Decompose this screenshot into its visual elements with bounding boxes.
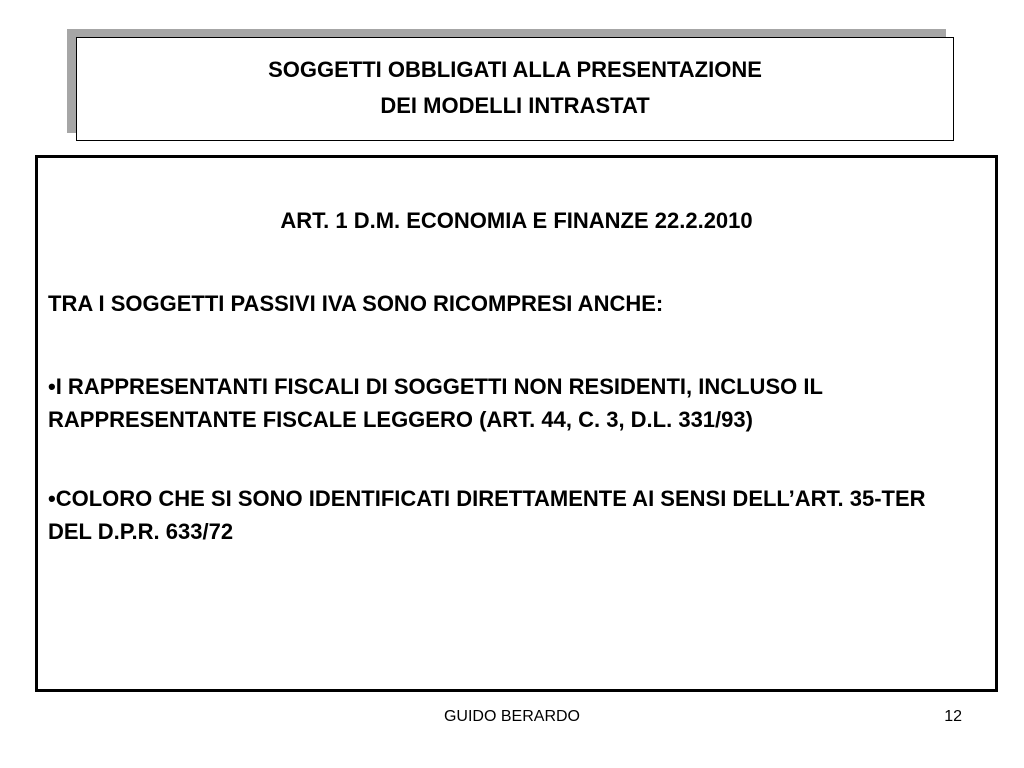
bullet-item: •COLORO CHE SI SONO IDENTIFICATI DIRETTAMENTE AI SENSI DELL’ART. 35-TER DEL D.P.R. 633/72 bbox=[48, 486, 926, 544]
footer-author: GUIDO BERARDO bbox=[443, 708, 580, 725]
page-number: 12 bbox=[944, 708, 962, 725]
slide-title-line-2: DEI MODELLI INTRASTAT bbox=[380, 93, 650, 118]
content-intro: TRA I SOGGETTI PASSIVI IVA SONO RICOMPRESI ANCHE: bbox=[48, 291, 664, 316]
slide-title-box bbox=[76, 37, 954, 141]
content-box bbox=[35, 155, 998, 692]
slide-title-line-1: SOGGETTI OBBLIGATI ALLA PRESENTAZIONE bbox=[268, 57, 762, 82]
content-heading: ART. 1 D.M. ECONOMIA E FINANZE 22.2.2010 bbox=[280, 208, 753, 233]
bullet-item: •I RAPPRESENTANTI FISCALI DI SOGGETTI NON RESIDENTI, INCLUSO IL RAPPRESENTANTE FISCALE LEGGERO (ART. 44, C. 3, D.L. 331/93) bbox=[48, 374, 823, 432]
